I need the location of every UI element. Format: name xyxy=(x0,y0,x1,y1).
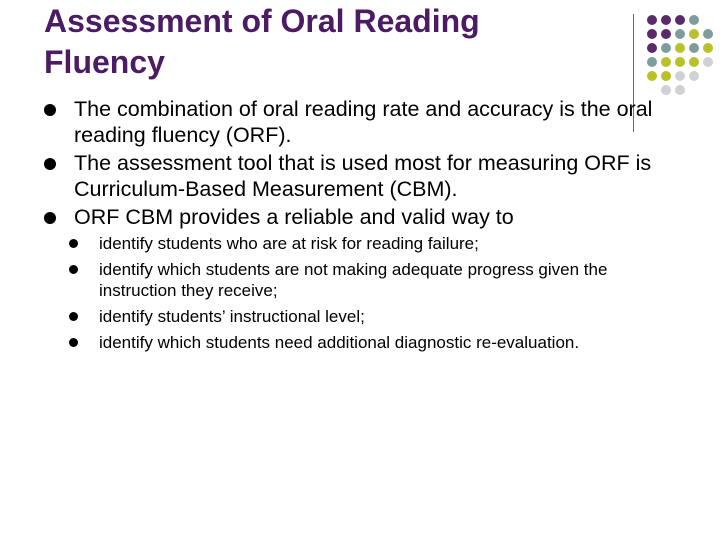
bullet-item xyxy=(44,204,684,230)
decorative-dot xyxy=(661,29,671,39)
bullet-dot-icon xyxy=(44,104,56,116)
sub-bullet-text: identify students’ instructional level; xyxy=(99,307,365,326)
bullet-text: ORF CBM provides a reliable and valid way to xyxy=(74,205,514,229)
decorative-dot xyxy=(661,85,671,95)
decorative-dot xyxy=(675,85,685,95)
bullet-dot-icon xyxy=(44,212,56,224)
sub-bullet-item xyxy=(69,233,684,254)
decorative-dot xyxy=(689,57,699,67)
sub-bullet-text: identify which students are not making adequate progress given the instruction they receive; xyxy=(99,260,608,300)
decorative-dot xyxy=(647,71,657,81)
slide-body xyxy=(44,96,684,358)
decorative-dot xyxy=(689,71,699,81)
decorative-dot xyxy=(689,43,699,53)
decorative-dot xyxy=(675,71,685,81)
sub-bullet-dot-icon xyxy=(69,265,78,274)
sub-bullet-item xyxy=(69,306,684,327)
bullet-dot-icon xyxy=(44,158,56,170)
decorative-dot xyxy=(675,57,685,67)
bullet-item xyxy=(44,150,684,202)
sub-bullet-text: identify which students need additional diagnostic re-evaluation. xyxy=(99,333,580,352)
bullet-text: The assessment tool that is used most for measuring ORF is Curriculum-Based Measurement (CBM). xyxy=(74,151,652,201)
decorative-dot xyxy=(647,43,657,53)
decorative-dot xyxy=(703,29,713,39)
decorative-dot xyxy=(703,57,713,67)
sub-bullet-dot-icon xyxy=(69,338,78,347)
sub-bullet-text: identify students who are at risk for reading failure; xyxy=(99,234,479,253)
decorative-dot xyxy=(675,43,685,53)
sub-bullet-item xyxy=(69,259,684,301)
sub-bullet-list xyxy=(44,233,684,353)
decorative-dot xyxy=(661,57,671,67)
decorative-dot xyxy=(689,29,699,39)
decorative-dot xyxy=(703,43,713,53)
slide-title: Assessment of Oral Reading Fluency xyxy=(44,3,480,80)
decorative-dot xyxy=(661,15,671,25)
bullet-item xyxy=(44,96,684,148)
sub-bullet-dot-icon xyxy=(69,239,78,248)
decorative-dot xyxy=(647,29,657,39)
decorative-dot xyxy=(647,15,657,25)
decorative-dot xyxy=(661,43,671,53)
decorative-dot xyxy=(675,15,685,25)
decorative-dot xyxy=(689,15,699,25)
bullet-text: The combination of oral reading rate and accuracy is the oral reading fluency (ORF). xyxy=(74,97,653,147)
decorative-dot xyxy=(675,29,685,39)
sub-bullet-item xyxy=(69,332,684,353)
decorative-dot xyxy=(661,71,671,81)
sub-bullet-dot-icon xyxy=(69,312,78,321)
decorative-dot xyxy=(647,57,657,67)
